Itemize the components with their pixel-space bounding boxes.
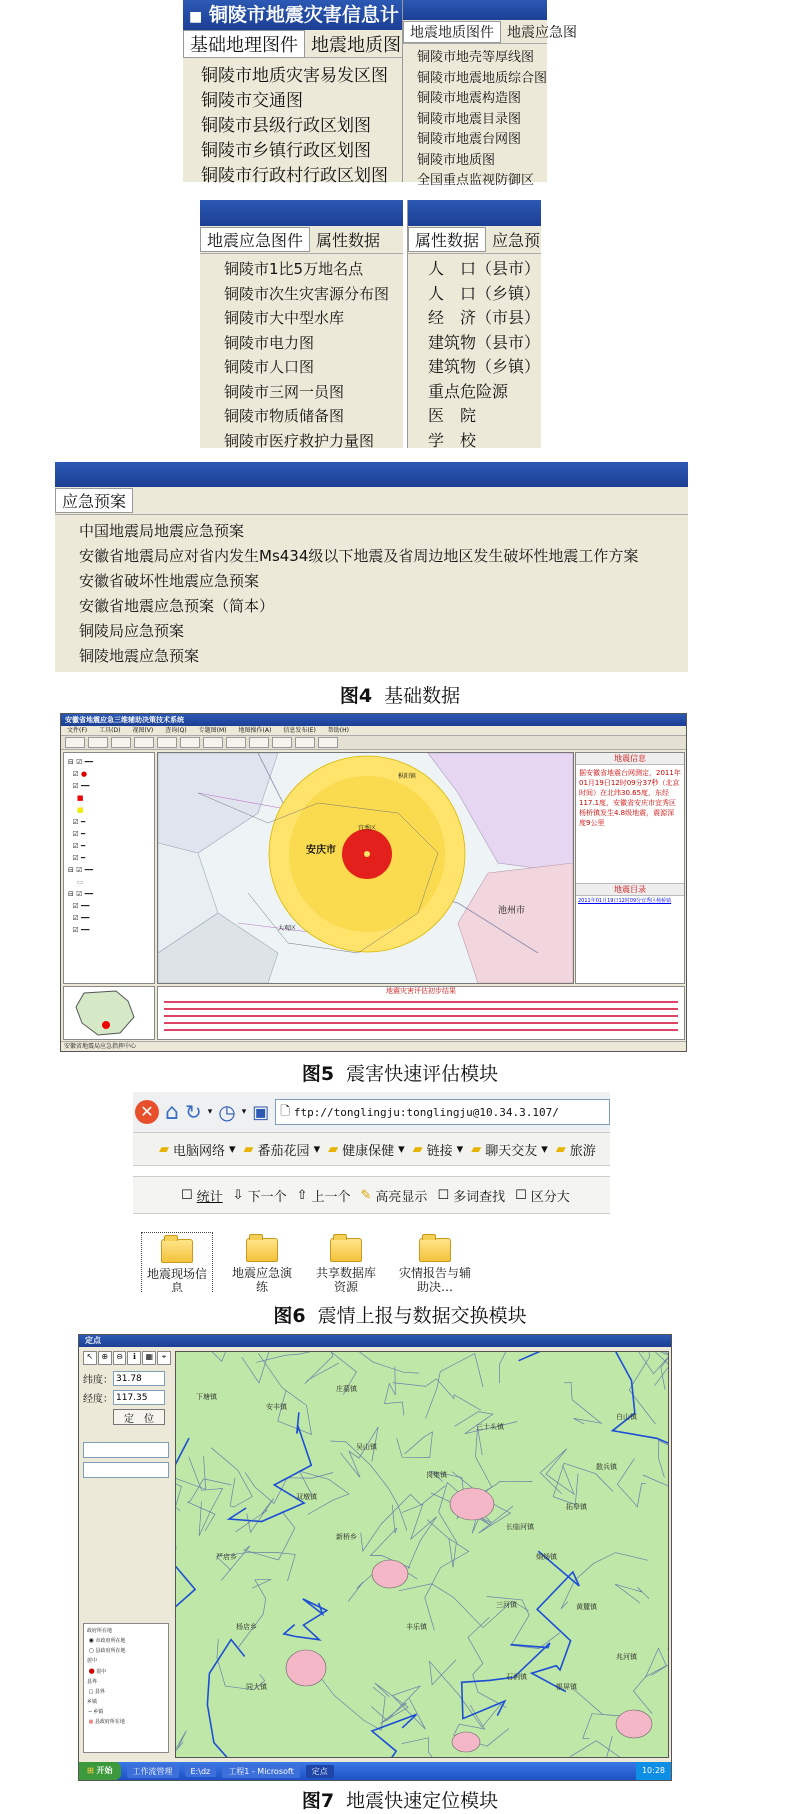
town-label: 下塘镇 xyxy=(196,1393,217,1401)
town-label: 长临河镇 xyxy=(506,1523,534,1531)
find-next-button[interactable]: ⇩ 下一个 xyxy=(232,1187,287,1205)
menubar xyxy=(200,226,403,254)
info-icon[interactable]: ℹ xyxy=(127,1351,141,1365)
fig7-window xyxy=(78,1334,672,1781)
dropdown-arrow-icon[interactable]: ▾ xyxy=(241,1107,247,1117)
menu-item[interactable]: 学 校 xyxy=(428,430,477,450)
taskbar-item[interactable]: 定点 xyxy=(306,1765,334,1778)
location-map[interactable] xyxy=(175,1351,669,1758)
fig6-caption xyxy=(0,1301,800,1328)
address-bar[interactable] xyxy=(275,1099,610,1125)
county-boundary xyxy=(207,1640,292,1757)
folder-icon: ▰ xyxy=(555,1141,566,1157)
menu-item[interactable]: 铜陵市地震构造图 xyxy=(417,91,522,106)
checkbox-icon: ☐ xyxy=(181,1187,193,1203)
legend-item: ○ 县政府所在地 xyxy=(88,1647,126,1654)
caption-number: 图5 xyxy=(301,1063,335,1085)
legend-item: □ 县界 xyxy=(88,1689,105,1695)
menu-thematic[interactable]: 专题图(M) xyxy=(198,726,227,734)
town-label: 银屏镇 xyxy=(556,1683,577,1691)
tree-node-icon[interactable]: ■ xyxy=(76,794,84,802)
menu-item[interactable]: 安徽省地震局应对省内发生Ms434级以下地震及省周边地区发生破坏性地震工作方案 xyxy=(79,547,639,565)
map-canvas xyxy=(158,753,573,983)
menu-item[interactable]: 全国重点监视防御区 xyxy=(417,173,535,188)
tree-node-icon[interactable]: ☑ ━ xyxy=(68,818,86,826)
zoom-in-icon[interactable]: ⊕ xyxy=(98,1351,112,1365)
stop-icon[interactable]: ✕ xyxy=(135,1100,159,1124)
menu-item[interactable]: 铜陵市地震台网图 xyxy=(417,132,522,147)
tree-node-icon[interactable]: ☑ ━━ xyxy=(68,926,90,934)
fig5-window xyxy=(60,713,687,1052)
tree-node-icon[interactable]: ⊟ ☑ ━━ xyxy=(68,866,94,874)
circle-icon: ◉ xyxy=(88,1637,94,1644)
highlight-button[interactable]: ✎ 高亮显示 xyxy=(360,1187,428,1205)
town-label: 黄麓镇 xyxy=(576,1603,597,1611)
menu-item[interactable]: 中国地震局地震应急预案 xyxy=(79,522,245,540)
menu-item[interactable]: 人 口（乡镇） xyxy=(428,283,541,303)
tree-node-icon[interactable]: ☑ ━ xyxy=(68,842,86,850)
tool-button[interactable] xyxy=(65,737,85,748)
county-seat-area[interactable] xyxy=(450,1488,494,1520)
legend-item: 乡镇 xyxy=(87,1699,98,1705)
left-panel xyxy=(83,1351,171,1756)
window-titlebar xyxy=(200,200,403,226)
caption-text: 震害快速评估模块 xyxy=(346,1063,499,1085)
window-title: 安徽省地震应急三维辅助决策技术系统 xyxy=(65,716,184,724)
longitude-label: 经度： xyxy=(83,1394,113,1405)
folder-icon xyxy=(330,1238,362,1262)
township-boundary xyxy=(426,1354,484,1419)
dropdown-basic-geo xyxy=(183,58,423,189)
latitude-label: 纬度： xyxy=(83,1375,113,1386)
town-label: 烔炀镇 xyxy=(536,1553,557,1561)
town-label: 杨店乡 xyxy=(236,1623,257,1631)
dropdown-emergency-plans xyxy=(55,515,688,669)
folder-icon: ▰ xyxy=(412,1141,423,1157)
tree-node-icon[interactable]: ⊟ ☑ ━━ xyxy=(68,890,94,898)
info-title: 地震信息 xyxy=(576,753,684,765)
township-boundary xyxy=(235,1498,273,1532)
legend-item: 震中 xyxy=(87,1658,98,1664)
link-folder[interactable]: ▰ 健康保健 ▾ xyxy=(328,1141,405,1159)
folder-list xyxy=(133,1214,610,1292)
menu-item[interactable]: 铜陵市人口图 xyxy=(224,358,315,376)
caption-number: 图6 xyxy=(273,1305,306,1327)
nav-bar xyxy=(133,1092,610,1132)
menu-file[interactable]: 文件(F) xyxy=(67,726,88,734)
taskbar-item[interactable]: E:\dz xyxy=(185,1766,217,1777)
find-bar xyxy=(133,1176,610,1214)
line-icon: ─ xyxy=(88,1709,92,1715)
county-seat-area[interactable] xyxy=(286,1650,326,1686)
town-label: 安丰镇 xyxy=(266,1403,287,1411)
folder-icon xyxy=(419,1238,451,1262)
fig7-caption xyxy=(0,1786,800,1813)
folder-item[interactable]: 地震应急演练 xyxy=(227,1232,297,1292)
tree-node-icon[interactable]: ☑ ━ xyxy=(68,854,86,862)
fig4-panel-5 xyxy=(55,462,688,672)
county-boundary xyxy=(519,1352,668,1455)
window-titlebar xyxy=(61,714,686,726)
folder-icon: ▰ xyxy=(471,1141,482,1157)
menu-emergency-plans[interactable]: 应急预案 xyxy=(55,488,133,513)
map-label: 宜秀区 xyxy=(358,825,377,832)
caption-number: 图4 xyxy=(339,685,373,707)
town-label: 吴山镇 xyxy=(356,1443,377,1451)
township-boundary xyxy=(617,1459,646,1508)
township-boundary xyxy=(370,1505,410,1568)
info-text: 据安徽省地震台网测定，2011年01月19日12时09分37秒（北京时间）在北纬30.65度，东经117.1度，安徽省安庆市宜秀区杨桥镇发生4.8级地震，震源深度9公里 xyxy=(579,769,681,827)
window-titlebar xyxy=(55,462,688,487)
checkbox-icon: ☐ xyxy=(437,1187,450,1203)
folder-icon xyxy=(246,1238,278,1262)
stats-button[interactable]: ☐ 统计 xyxy=(181,1187,223,1205)
toolbar xyxy=(61,736,686,750)
menu-item[interactable]: 铜陵市医疗救护力量图 xyxy=(224,431,375,450)
county-seat-area[interactable] xyxy=(452,1732,480,1752)
caption-text: 基础数据 xyxy=(384,685,461,707)
taskbar-item[interactable]: 工作流管理 xyxy=(127,1765,179,1778)
map-label: 枞阳镇 xyxy=(398,773,417,780)
folder-icon: ▰ xyxy=(159,1141,169,1157)
township-boundary xyxy=(564,1382,601,1424)
legend-item: ■ 县政府所在地 xyxy=(88,1719,125,1725)
tool-button[interactable] xyxy=(134,737,154,748)
township-boundary xyxy=(340,1427,378,1478)
info-panel xyxy=(575,752,685,984)
map-canvas xyxy=(176,1352,668,1757)
menu-item[interactable]: 铜陵市行政村行政区划图 xyxy=(201,166,388,186)
menu-emergency-plans[interactable]: 应急预 xyxy=(492,231,541,250)
tree-node-icon[interactable]: ⊟ ☑ ━━ xyxy=(68,758,94,766)
result-field[interactable] xyxy=(83,1442,169,1458)
menu-item[interactable]: 铜陵局应急预案 xyxy=(79,622,185,640)
township-boundary xyxy=(493,1352,524,1383)
result-field[interactable] xyxy=(83,1462,169,1478)
township-boundary xyxy=(393,1379,481,1410)
menu-item[interactable]: 医 院 xyxy=(428,406,477,425)
folder-item[interactable]: 地震现场信息 xyxy=(141,1232,213,1292)
county-boundary xyxy=(284,1599,327,1640)
app-icon: ■ xyxy=(189,9,203,25)
township-boundary xyxy=(188,1352,270,1383)
menu-view[interactable]: 视图(V) xyxy=(132,726,154,734)
tree-node-icon[interactable]: ☑ ━━ xyxy=(68,782,90,790)
town-label: 严店乡 xyxy=(216,1553,237,1561)
layer-tree[interactable] xyxy=(63,752,155,984)
tool-row xyxy=(83,1351,171,1365)
map-label: 池州市 xyxy=(498,906,526,916)
township-boundary xyxy=(633,1648,666,1714)
circle-icon: ○ xyxy=(88,1647,94,1654)
town-label: 三十头镇 xyxy=(476,1423,504,1431)
tool-button[interactable] xyxy=(157,737,177,748)
link-folder[interactable]: ▰ 电脑网络 ▾ xyxy=(159,1141,236,1159)
menu-item[interactable]: 铜陵市交通图 xyxy=(201,91,303,111)
township-boundary xyxy=(571,1736,626,1757)
town-label: 石涧镇 xyxy=(506,1673,527,1681)
tree-node-icon[interactable]: ☑ ━━ xyxy=(68,902,90,910)
town-label: 丰乐镇 xyxy=(406,1623,427,1631)
window-titlebar xyxy=(408,200,541,226)
window-title: 铜陵市地震灾害信息计 xyxy=(208,4,399,26)
menu-tools[interactable]: 工具(D) xyxy=(99,726,121,734)
map-label: 安庆市 xyxy=(306,845,336,856)
menu-item[interactable]: 铜陵市物质储备图 xyxy=(224,407,345,425)
folder-icon xyxy=(161,1239,193,1263)
legend-item: 县界 xyxy=(87,1679,98,1685)
statusbar xyxy=(61,1041,686,1051)
link-folder[interactable]: ▰ 旅游 xyxy=(555,1141,596,1159)
menu-emergency-maps[interactable]: 地震应急图件 xyxy=(200,227,310,252)
dropdown-attribute-data xyxy=(408,254,541,453)
township-boundary xyxy=(176,1473,182,1549)
fig5-caption xyxy=(0,1059,800,1086)
tool-button[interactable] xyxy=(318,737,338,748)
menu-item[interactable]: 铜陵市县级行政区划图 xyxy=(201,116,371,136)
township-boundary xyxy=(643,1440,668,1486)
menu-item[interactable]: 铜陵市地质图 xyxy=(417,152,496,168)
link-folder[interactable]: ▰ 番茄花园 ▾ xyxy=(243,1141,321,1159)
catalog-title: 地震目录 xyxy=(576,883,684,896)
tool-button[interactable] xyxy=(226,737,246,748)
menu-item[interactable]: 铜陵地震应急预案 xyxy=(79,647,200,665)
menu-help[interactable]: 帮助(H) xyxy=(327,726,349,734)
menu-item[interactable]: 铜陵市电力图 xyxy=(224,333,315,352)
tool-button[interactable] xyxy=(295,737,315,748)
folder-icon: ▰ xyxy=(243,1141,254,1157)
town-label: 白山镇 xyxy=(616,1413,637,1421)
menu-attribute-data[interactable]: 属性数据 xyxy=(316,231,381,250)
link-folder[interactable]: ▰ 链接 ▾ xyxy=(412,1141,464,1159)
menu-item[interactable]: 经 济（市县） xyxy=(428,308,541,327)
links-bar xyxy=(133,1132,610,1166)
address-text: ftp://tonglingju:tonglingju@10.34.3.107/ xyxy=(293,1105,559,1119)
window-titlebar xyxy=(183,0,423,30)
square-icon: □ xyxy=(88,1689,94,1695)
menu-item[interactable]: 人 口（县市） xyxy=(428,259,541,278)
tool-button[interactable] xyxy=(88,737,108,748)
menu-item[interactable]: 重点危险源 xyxy=(428,381,509,401)
county-boundary xyxy=(231,1714,417,1757)
legend-item: ─ 乡镇 xyxy=(88,1709,104,1715)
menubar xyxy=(61,726,686,736)
menu-emergency-maps[interactable]: 地震应急图 xyxy=(507,24,577,41)
fig4-panel-1 xyxy=(183,0,423,186)
tool-button[interactable] xyxy=(272,737,292,748)
caption-number: 图7 xyxy=(301,1790,335,1812)
tool-button[interactable] xyxy=(111,737,131,748)
pencil-icon: ✎ xyxy=(360,1187,372,1203)
township-boundary xyxy=(468,1617,507,1707)
pan-icon[interactable]: ↖ xyxy=(83,1351,97,1365)
taskbar-item[interactable]: 工程1 - Microsoft xyxy=(222,1765,299,1778)
township-boundary xyxy=(425,1520,469,1631)
menu-publish[interactable]: 信息发布(E) xyxy=(283,726,316,734)
measure-icon[interactable]: ⌖ xyxy=(157,1351,171,1365)
tree-node-icon[interactable]: ☑ ━ xyxy=(68,830,86,838)
town-label: 双墩镇 xyxy=(296,1493,317,1501)
tool-button[interactable] xyxy=(249,737,269,748)
link-folder[interactable]: ▰ 聊天交友 ▾ xyxy=(471,1141,548,1159)
square-icon: ■ xyxy=(88,1719,94,1725)
town-label: 同大镇 xyxy=(246,1683,267,1691)
menubar xyxy=(55,487,688,515)
township-boundary xyxy=(402,1504,437,1569)
fig4-panel-2 xyxy=(402,0,577,188)
dropdown-arrow-icon[interactable]: ▾ xyxy=(207,1107,213,1117)
match-case-checkbox[interactable]: ☐ 区分大 xyxy=(515,1187,570,1205)
tool-button[interactable] xyxy=(203,737,223,748)
result-title: 地震灾害评估初步结果 xyxy=(386,987,456,995)
province-overview-map xyxy=(64,987,154,1039)
main-map[interactable] xyxy=(157,752,574,984)
fig4-panel-3 xyxy=(200,200,403,448)
legend-item: ● 震中 xyxy=(88,1667,107,1675)
township-boundary xyxy=(305,1352,339,1384)
folder-item[interactable]: 共享数据库资源 xyxy=(311,1232,381,1292)
town-label: 兆河镇 xyxy=(616,1653,637,1661)
result-panel xyxy=(157,986,685,1040)
tool-button[interactable] xyxy=(180,737,200,748)
menu-item[interactable]: 建筑物（县市） xyxy=(428,332,541,352)
menu-item[interactable]: 安徽省地震应急预案（简本） xyxy=(79,597,275,615)
county-seat-area[interactable] xyxy=(616,1710,652,1738)
township-boundary xyxy=(540,1449,574,1495)
township-boundary xyxy=(188,1479,232,1531)
longitude-input[interactable] xyxy=(113,1390,165,1405)
refresh-icon[interactable]: ↻ xyxy=(184,1100,202,1124)
menu-map-ops[interactable]: 地图操作(A) xyxy=(238,726,272,734)
menu-item[interactable]: 铜陵市乡镇行政区划图 xyxy=(201,141,371,161)
town-label: 拓皋镇 xyxy=(566,1503,587,1511)
township-boundary xyxy=(351,1352,419,1373)
catalog-item[interactable]: 2011年01月19日12时09分宜秀区杨桥镇 xyxy=(578,898,672,904)
window-title: 定点 xyxy=(85,1336,101,1345)
menu-seismic-geo[interactable]: 地震地质图 xyxy=(311,34,401,56)
menu-item[interactable]: 铜陵市大中型水库 xyxy=(224,309,345,327)
full-extent-icon[interactable]: ▦ xyxy=(142,1351,156,1365)
menu-item[interactable]: 铜陵市地质灾害易发区图 xyxy=(201,66,388,86)
town-label: 岗集镇 xyxy=(426,1471,447,1479)
window-icon[interactable]: ▣ xyxy=(252,1101,270,1123)
township-boundary xyxy=(239,1579,272,1647)
arrow-up-icon: ⇧ xyxy=(296,1187,308,1203)
home-icon[interactable]: ⌂ xyxy=(165,1099,179,1125)
township-boundary xyxy=(615,1584,649,1603)
county-boundary xyxy=(229,1412,311,1521)
zoom-out-icon[interactable]: ⊖ xyxy=(113,1351,127,1365)
town-label: 新桥乡 xyxy=(336,1533,357,1541)
status-text: 安徽省地震局应急指挥中心 xyxy=(64,1043,137,1050)
township-boundary xyxy=(573,1688,621,1738)
menu-item[interactable]: 铜陵市地震地质综合图 xyxy=(417,70,548,86)
fig6-window xyxy=(133,1092,610,1292)
menu-item[interactable]: 铜陵市三网一员图 xyxy=(224,382,345,401)
menu-item[interactable]: 铜陵市地壳等厚线图 xyxy=(417,50,535,65)
menu-query[interactable]: 查询(Q) xyxy=(165,726,187,734)
windows-flag-icon: ⊞ xyxy=(87,1766,94,1775)
menu-item[interactable]: 建筑物（乡镇） xyxy=(428,357,541,376)
locate-button[interactable]: 定 位 xyxy=(113,1409,165,1425)
caption-text: 地震快速定位模块 xyxy=(346,1790,499,1812)
folder-icon: ▰ xyxy=(328,1141,339,1157)
menu-item[interactable]: 铜陵市次生灾害源分布图 xyxy=(224,284,390,303)
page-icon: 🗋 xyxy=(280,1103,290,1118)
checkbox-icon: ☐ xyxy=(515,1187,527,1203)
clock: 10:28 xyxy=(636,1762,671,1780)
county-seat-area[interactable] xyxy=(372,1560,408,1588)
window-titlebar xyxy=(403,0,547,20)
township-boundary xyxy=(649,1352,668,1386)
menu-item[interactable]: 安徽省破坏性地震应急预案 xyxy=(79,572,260,590)
township-boundary xyxy=(176,1731,186,1757)
tree-node-icon[interactable]: ☑ ● xyxy=(68,770,88,778)
menu-basic-geo[interactable]: 基础地理图件 xyxy=(183,30,305,58)
menubar xyxy=(183,30,423,58)
multi-word-checkbox[interactable]: ☐ 多词查找 xyxy=(437,1187,506,1205)
folder-item[interactable]: 灾情报告与辅助决… xyxy=(395,1232,475,1292)
township-boundary xyxy=(385,1366,404,1415)
dropdown-emergency-maps xyxy=(200,254,403,453)
fig4-panel-4 xyxy=(407,200,541,448)
menu-seismic-geo[interactable]: 地震地质图件 xyxy=(403,21,501,43)
legend-item: ◉ 市政府所在地 xyxy=(88,1637,126,1644)
menu-item[interactable]: 铜陵市1比5万地名点 xyxy=(224,260,364,278)
overview-map[interactable] xyxy=(63,986,155,1040)
township-boundary xyxy=(189,1457,223,1536)
arrow-down-icon: ⇩ xyxy=(232,1187,244,1203)
menubar xyxy=(403,20,577,44)
fig4-caption xyxy=(0,681,800,708)
map-label: 大观区 xyxy=(278,925,297,932)
caption-text: 震情上报与数据交换模块 xyxy=(317,1305,527,1327)
epicenter-icon: ● xyxy=(88,1667,95,1675)
town-label: 散兵镇 xyxy=(596,1463,617,1471)
legend xyxy=(83,1623,169,1753)
dropdown-seismic-geo xyxy=(403,44,547,192)
county-boundary xyxy=(532,1551,580,1692)
window-titlebar xyxy=(79,1335,671,1347)
start-button[interactable]: ⊞ 开始 xyxy=(79,1762,121,1780)
legend-title: 政府所在地 xyxy=(87,1628,113,1634)
township-boundary xyxy=(397,1432,433,1458)
tree-node-icon[interactable]: ■ xyxy=(76,806,84,814)
find-prev-button[interactable]: ⇧ 上一个 xyxy=(296,1187,351,1205)
town-label: 庄墓镇 xyxy=(336,1385,357,1393)
menubar xyxy=(408,226,541,254)
menu-attribute-data[interactable]: 属性数据 xyxy=(408,227,486,252)
menu-item[interactable]: 铜陵市地震目录图 xyxy=(417,111,522,127)
tree-node-icon[interactable]: ☑ ━━ xyxy=(68,914,90,922)
town-label: 三河镇 xyxy=(496,1601,517,1609)
result-text xyxy=(164,998,678,1032)
latitude-input[interactable] xyxy=(113,1371,165,1386)
township-boundary xyxy=(258,1353,311,1434)
taskbar xyxy=(79,1762,671,1780)
history-icon[interactable]: ◷ xyxy=(218,1100,236,1124)
tree-node-icon[interactable]: ▭ xyxy=(76,878,84,886)
